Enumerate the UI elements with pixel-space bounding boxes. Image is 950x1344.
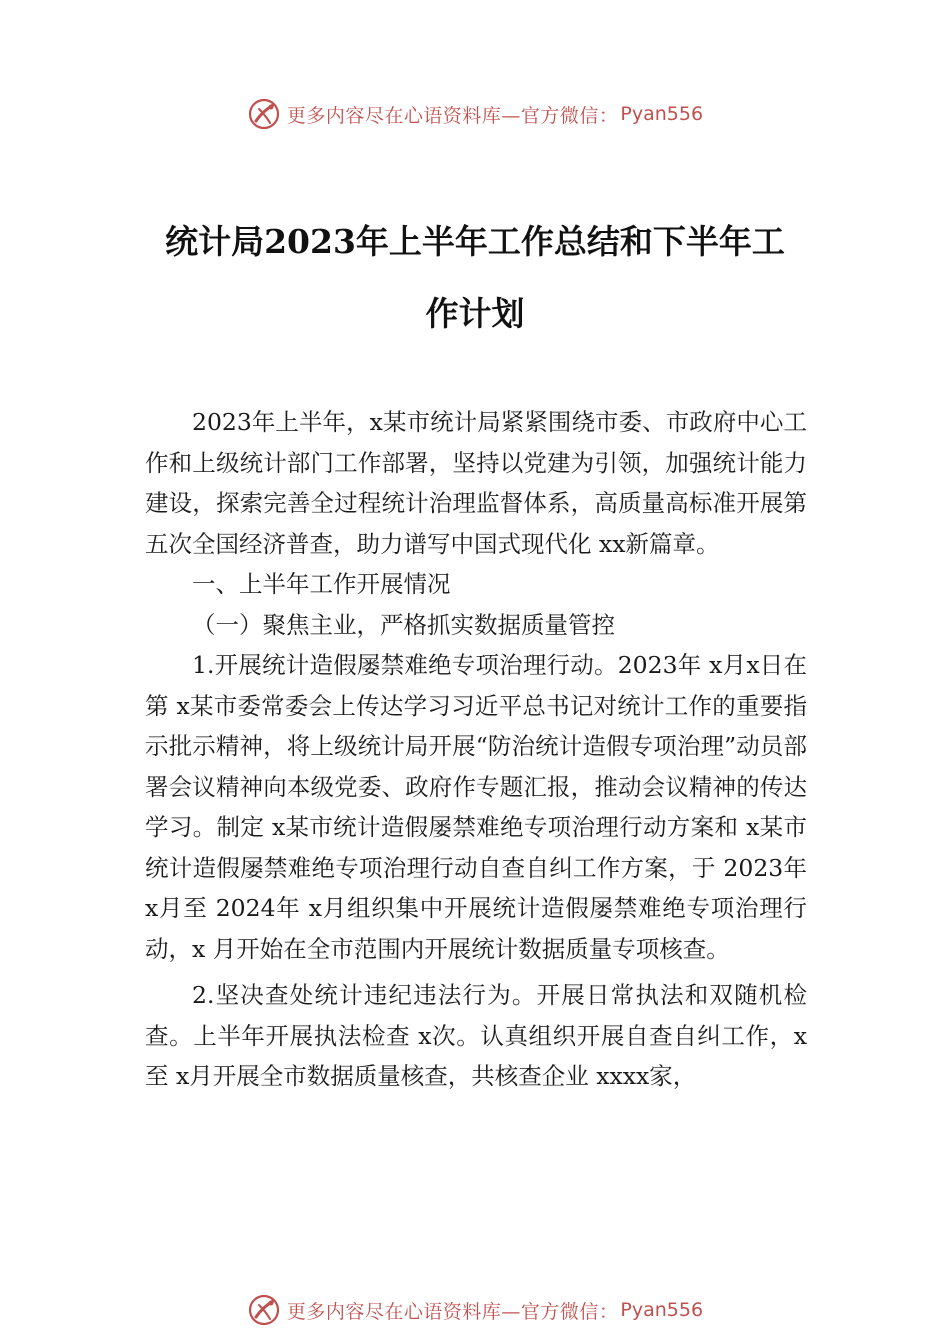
- intro-paragraph: 2023年上半年，x某市统计局紧紧围绕市委、市政府中心工作和上级统计部门工作部署，坚持以党建为引领，加强统计能力建设，探索完善全过程统计治理监督体系，高质量高标准开展第五次全国经济普查，助力谱写中国式现代化 xx新篇章。: [145, 408, 807, 558]
- footer-wechat-id: Pyan556: [620, 1299, 704, 1321]
- brand-logo-icon: [247, 1293, 281, 1327]
- document-title-line1: 统计局2023年上半年工作总结和下半年工: [165, 222, 785, 261]
- body-paragraph-1: 1.开展统计造假屡禁难绝专项治理行动。2023年 x月x日在第 x某市委常委会上传达学习习近平总书记对统计工作的重要指示批示精神，将上级统计局开展“防治统计造假专项治理”动员部署会议精神向本级党委、政府作专题汇报，推动会议精神的传达学习。制定 x某市统计造假屡禁难绝专项治理行动方案和 x某市统计造假屡禁难绝专项治理行动自查自纠工作方案，于 2023年 x月至 2024年 x月组织集中开展统计造假屡禁难绝专项治理行动，x 月开始在全市范围内开展统计数据质量专项核查。: [145, 651, 807, 963]
- footer-banner-text: 更多内容尽在心语资料库—官方微信：: [286, 1300, 619, 1323]
- header-wechat-id: Pyan556: [620, 103, 704, 125]
- footer-banner: [0, 1290, 950, 1330]
- document-title-line2: 作计划: [425, 294, 525, 333]
- section-heading-1: 一、上半年工作开展情况: [192, 570, 451, 598]
- header-banner: [0, 94, 950, 134]
- brand-logo-icon: [247, 97, 281, 131]
- header-banner-text: 更多内容尽在心语资料库—官方微信：: [286, 104, 619, 127]
- subsection-heading-1: （一）聚焦主业，严格抓实数据质量管控: [192, 610, 615, 639]
- body-paragraph-2: 2.坚决查处统计违纪违法行为。开展日常执法和双随机检查。上半年开展执法检查 x次。认真组织开展自查自纠工作，x至 x月开展全市数据质量核查，共核查企业 xxxx家，: [145, 981, 807, 1090]
- document-body: [145, 402, 807, 1097]
